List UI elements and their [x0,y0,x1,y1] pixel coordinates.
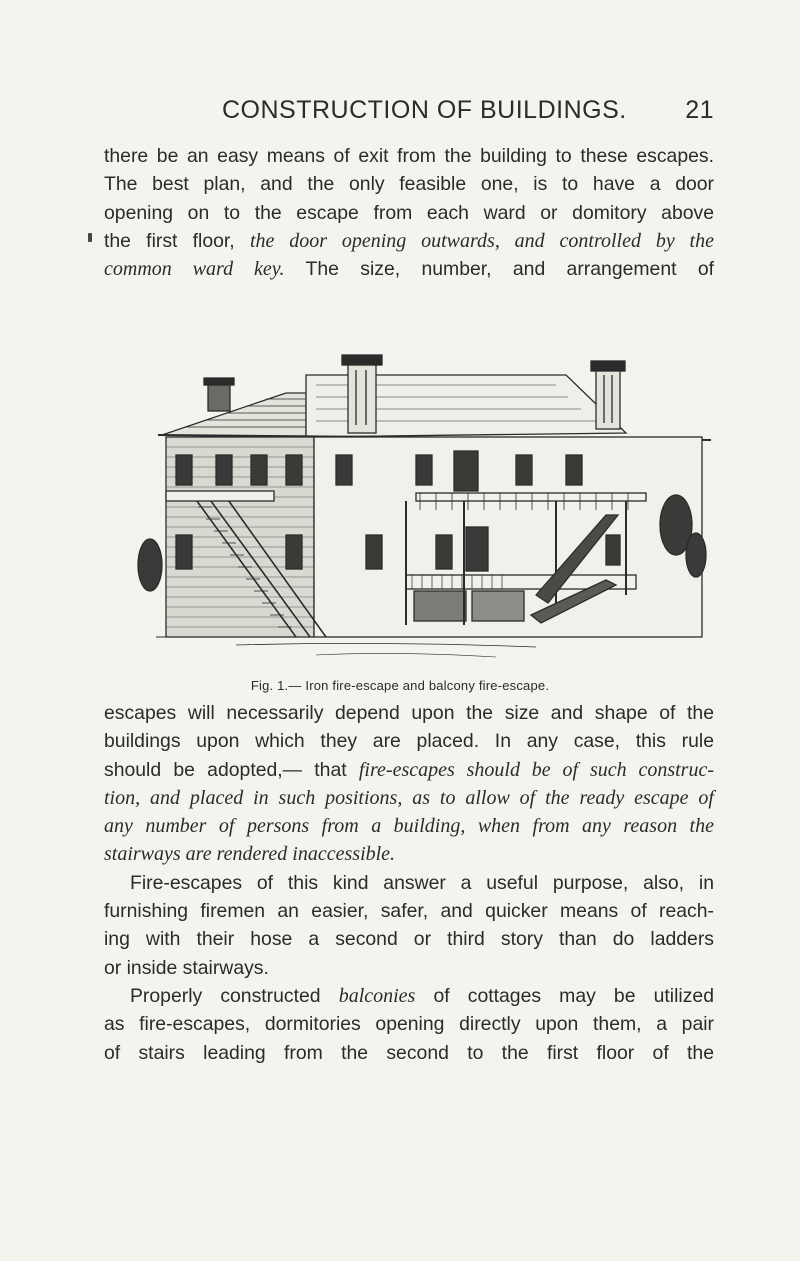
italic-run: any number of persons from a building, when from any reason the [104,815,714,838]
text-line [104,840,714,868]
page-number: 21 [685,96,714,124]
text-line [104,756,714,784]
text-line: buildings upon which they are placed. In any case, this rule [104,730,714,753]
text-line: of stairs leading from the second to the first floor of the [104,1041,714,1064]
text-line [104,784,714,812]
text-line: ing with their hose a second or third story than do ladders [104,928,714,951]
italic-run: the door opening outwards, and controlled by the [249,229,714,252]
text-line: or inside stairways. [104,956,269,979]
text-line: as fire-escapes, dormitories opening directly upon them, a pair [104,1013,714,1036]
text-line [104,982,714,1010]
text-line: opening on to the escape from each ward or domitory above [104,201,714,224]
margin-mark [88,233,92,242]
text-run: the first floor, [104,229,250,252]
text-line [104,227,714,255]
text-line: Fire-escapes of this kind answer a useful purpose, also, in [130,871,714,894]
text-line: furnishing firemen an easier, safer, and quicker means of reach- [104,900,714,923]
text-run: should be adopted,— that [104,758,359,781]
paragraph-1 [104,142,714,283]
italic-run: fire-escapes should be of such construc- [358,758,714,781]
italic-run: common ward key. [104,258,285,281]
paragraph-2 [104,699,714,1067]
text-line [104,812,714,840]
text-line: escapes will necessarily depend upon the size and shape of the [104,702,714,724]
italic-run: balconies [338,984,416,1007]
text-line: The best plan, and the only feasible one, is to have a door [104,173,714,196]
italic-run: tion, and placed in such positions, as to allow of the ready escape of [104,786,714,809]
text-run: Properly constructed [130,984,339,1007]
text-run: The size, number, and arrangement of [284,258,714,281]
text-line [104,255,714,283]
figure-caption: Fig. 1.— Iron fire-escape and balcony fire-escape. [250,678,550,693]
running-title: CONSTRUCTION OF BUILDINGS. [222,96,627,124]
italic-run: stairways are rendered inaccessible. [104,843,396,866]
fire-escape-illustration [136,345,712,669]
text-line: there be an easy means of exit from the building to these escapes. [104,145,714,167]
text-run: of cottages may be utilized [415,984,714,1007]
